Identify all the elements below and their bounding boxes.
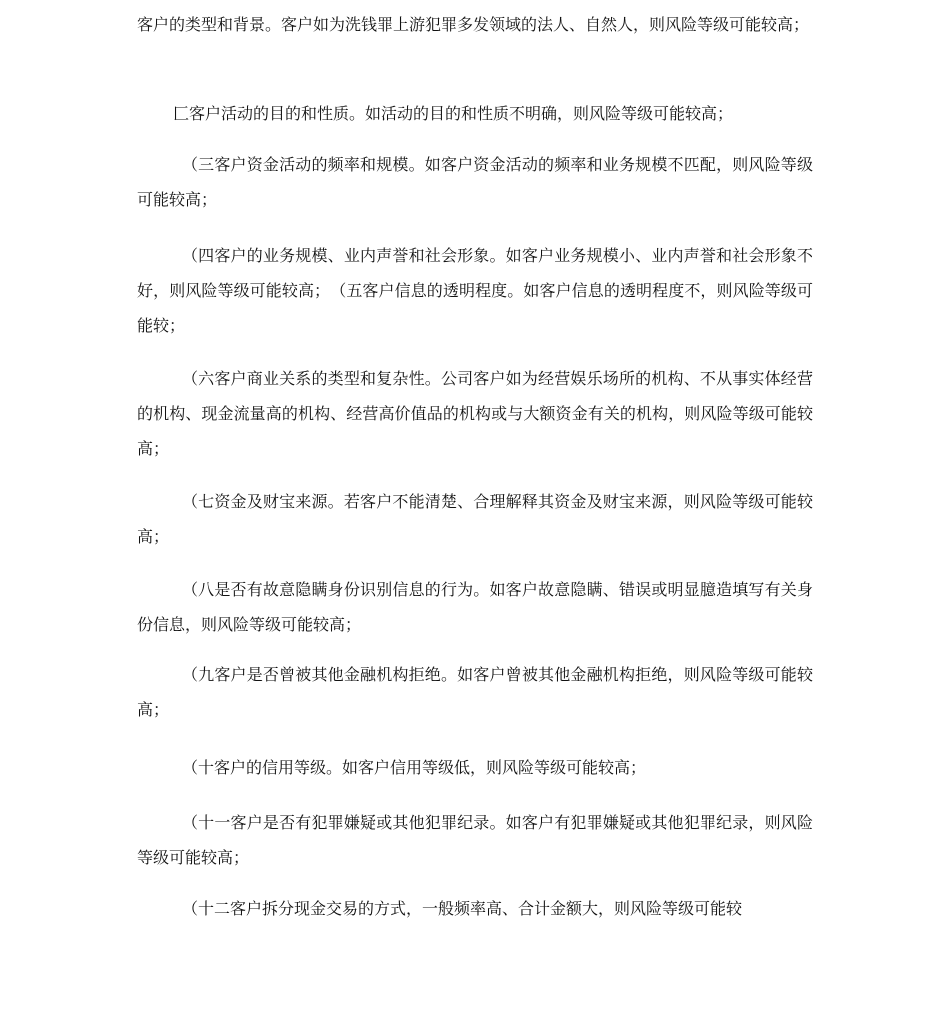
paragraph-activity-purpose: 匚客户活动的目的和性质。如活动的目的和性质不明确，则风险等级可能较高；: [173, 104, 734, 123]
paragraph-fund-source: （七资金及财宝来源。若客户不能清楚、合理解释其资金及财宝来源，则风险等级可能较高；: [137, 492, 813, 546]
paragraph-customer-type: 客户的类型和背景。客户如为洗钱罪上游犯罪多发领域的法人、自然人，则风险等级可能较高；: [137, 15, 810, 34]
paragraph-criminal-record: （十一客户是否有犯罪嫌疑或其他犯罪纪录。如客户有犯罪嫌疑或其他犯罪纪录，则风险等级可能较高；: [137, 813, 813, 867]
paragraph-concealed-identity: （八是否有故意隐瞒身份识别信息的行为。如客户故意隐瞒、错误或明显臆造填写有关身份信息，则风险等级可能较高；: [137, 580, 813, 634]
paragraph-business-relationship: （六客户商业关系的类型和复杂性。公司客户如为经营娱乐场所的机构、不从事实体经营的机构、现金流量高的机构、经营高价值品的机构或与大额资金有关的机构，则风险等级可能较高；: [137, 369, 813, 458]
paragraph-fund-frequency: （三客户资金活动的频率和规模。如客户资金活动的频率和业务规模不匹配，则风险等级可能较高；: [137, 155, 813, 209]
paragraph-split-cash-transactions: （十二客户拆分现金交易的方式，一般频率高、合计金额大，则风险等级可能较: [182, 899, 743, 918]
paragraph-business-scale: （四客户的业务规模、业内声誉和社会形象。如客户业务规模小、业内声誉和社会形象不好，则风险等级可能较高； （五客户信息的透明程度。如客户信息的透明程度不，则风险等级可能较；: [137, 246, 813, 335]
paragraph-credit-rating: （十客户的信用等级。如客户信用等级低，则风险等级可能较高；: [182, 758, 647, 777]
paragraph-refused-by-other-institutions: （九客户是否曾被其他金融机构拒绝。如客户曾被其他金融机构拒绝，则风险等级可能较高；: [137, 665, 813, 719]
